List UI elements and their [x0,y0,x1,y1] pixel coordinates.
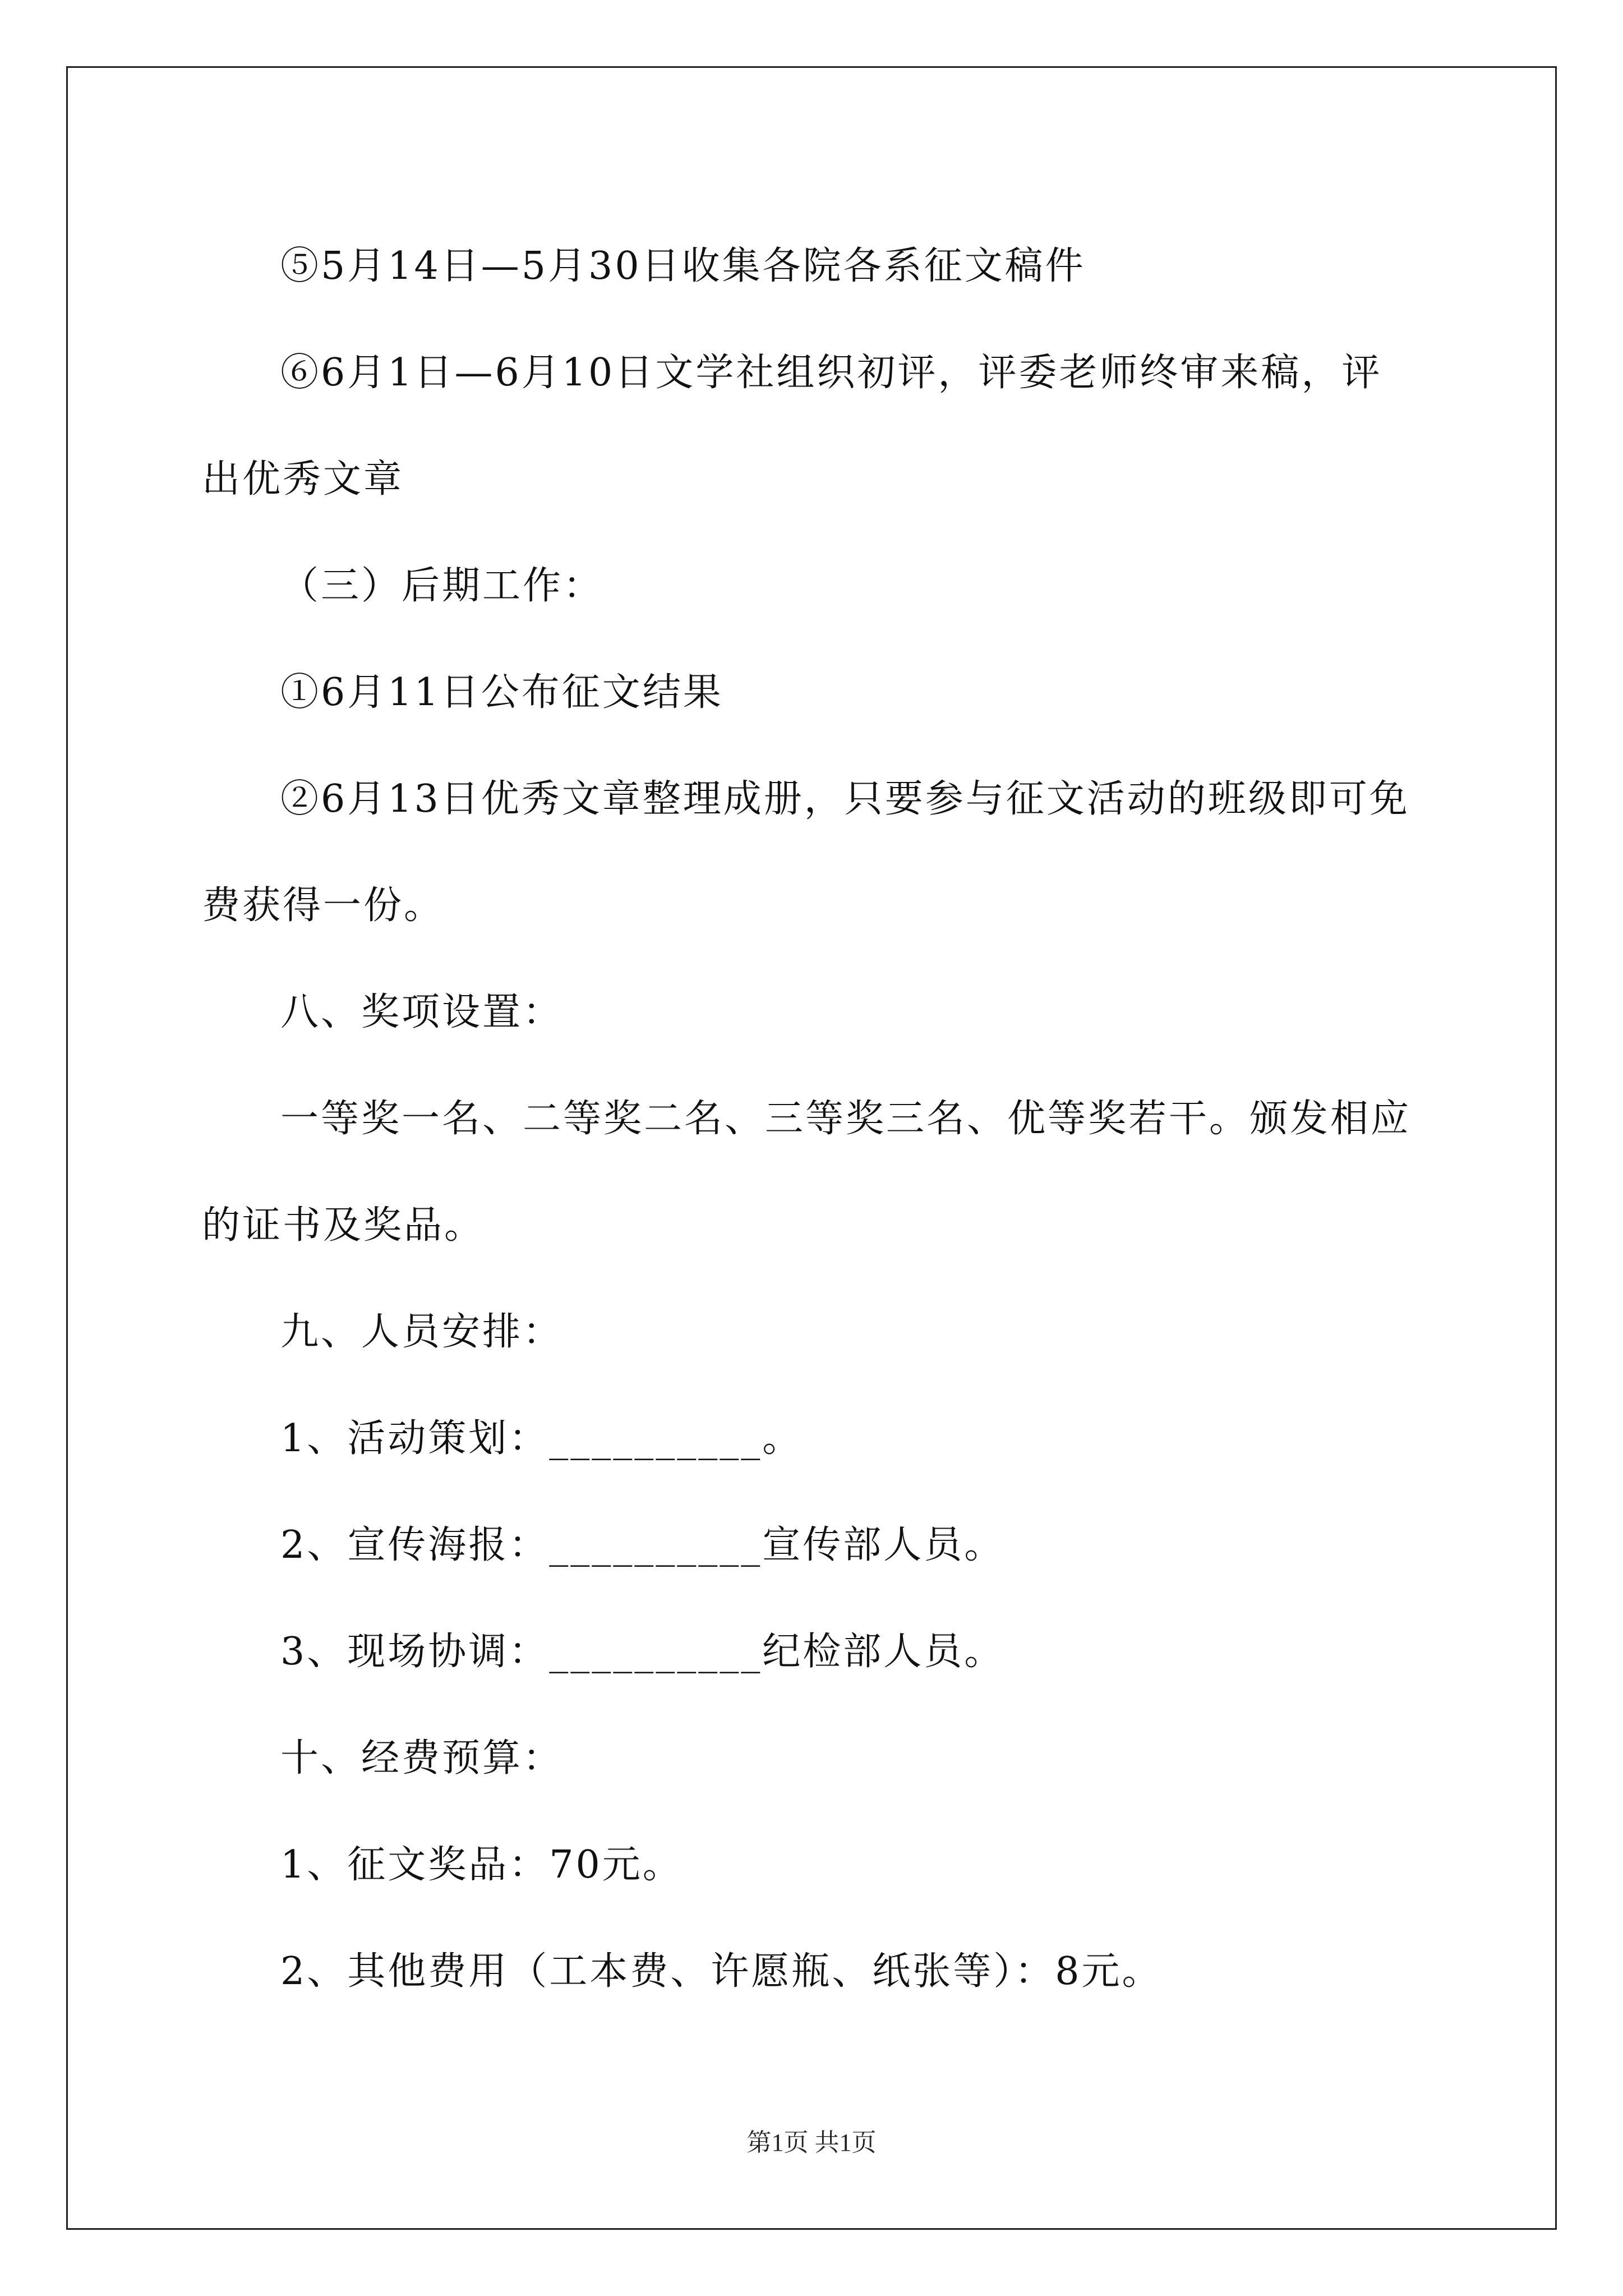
paragraph: ②6月13日优秀文章整理成册，只要参与征文活动的班级即可免 [280,777,1410,821]
paragraph: ⑤5月14日—5月30日收集各院各系征文稿件 [280,244,1086,288]
paragraph-continuation: 出优秀文章 [202,457,404,501]
paragraph: ⑥6月1日—6月10日文学社组织初评，评委老师终审来稿，评 [280,351,1382,395]
list-item: 2、其他费用（工本费、许愿瓶、纸张等）：8元。 [280,1949,1163,1994]
page-number-footer: 第1页 共1页 [746,2129,877,2156]
list-item: 3、现场协调：__________纪检部人员。 [280,1630,1005,1674]
paragraph-continuation: 费获得一份。 [202,884,445,928]
section-heading: （三）后期工作： [280,564,604,608]
paragraph: 一等奖一名、二等奖二名、三等奖三名、优等奖若干。颁发相应 [280,1097,1412,1141]
paragraph: ①6月11日公布征文结果 [280,670,723,715]
section-heading: 九、人员安排： [280,1310,564,1354]
section-heading: 八、奖项设置： [280,990,564,1034]
list-item: 2、宣传海报：__________宣传部人员。 [280,1523,1005,1567]
paragraph-continuation: 的证书及奖品。 [202,1203,485,1248]
list-item: 1、活动策划：__________。 [280,1416,803,1461]
section-heading: 十、经费预算： [280,1736,564,1780]
list-item: 1、征文奖品：70元。 [280,1843,683,1887]
